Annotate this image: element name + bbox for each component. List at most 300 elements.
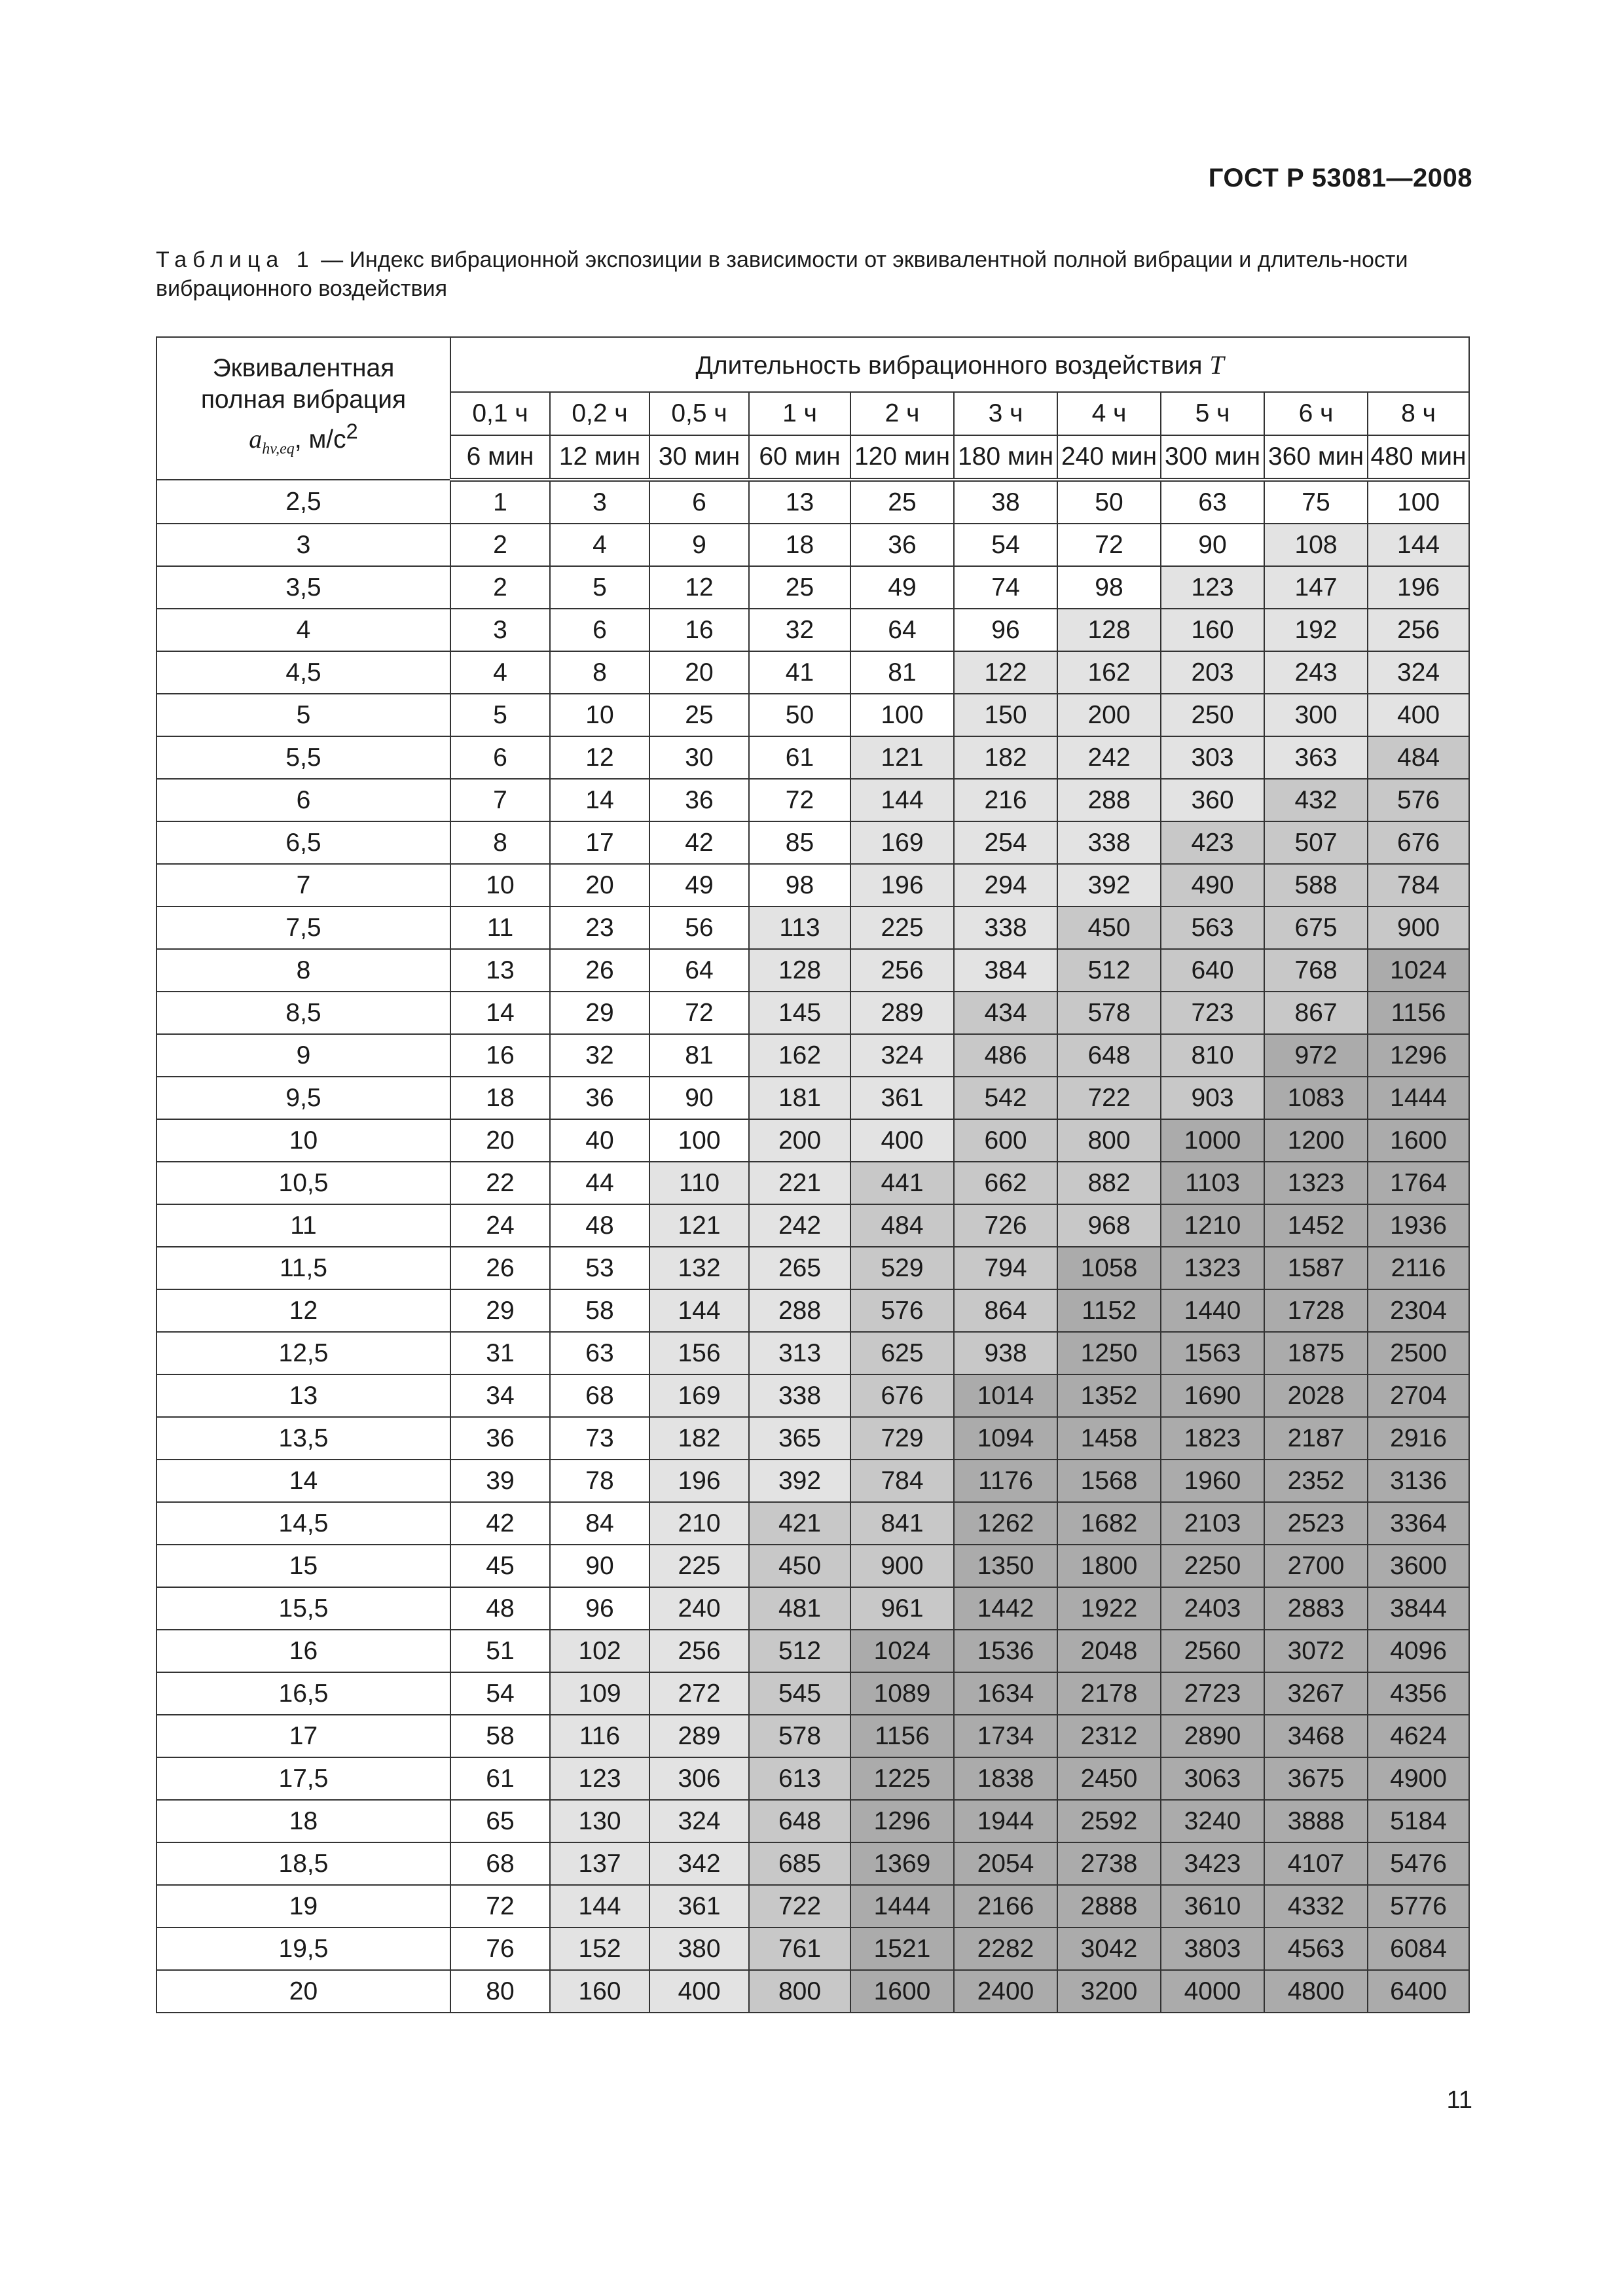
exposure-index-cell: 1262: [954, 1502, 1057, 1545]
exposure-index-cell: 16: [649, 609, 749, 651]
exposure-index-cell: 361: [850, 1077, 954, 1119]
table-row: [156, 1672, 1469, 1715]
exposure-index-cell: 12: [550, 736, 649, 779]
exposure-index-cell: 3136: [1368, 1460, 1469, 1502]
exposure-index-cell: 400: [1368, 694, 1469, 736]
exposure-index-cell: 221: [749, 1162, 850, 1204]
vibration-value-cell: 10: [156, 1119, 450, 1162]
header-minutes-cell: 300 мин: [1161, 435, 1264, 480]
corner-line3: [157, 416, 450, 465]
exposure-index-cell: 98: [1057, 566, 1161, 609]
table-row: [156, 609, 1469, 651]
exposure-index-cell: 3063: [1161, 1757, 1264, 1800]
exposure-index-cell: 16: [450, 1034, 550, 1077]
exposure-index-cell: 5476: [1368, 1842, 1469, 1885]
exposure-index-cell: 1024: [1368, 949, 1469, 992]
exposure-index-cell: 75: [1264, 480, 1368, 524]
exposure-index-cell: 36: [550, 1077, 649, 1119]
exposure-index-cell: 4107: [1264, 1842, 1368, 1885]
exposure-index-cell: 1156: [850, 1715, 954, 1757]
exposure-index-cell: 6084: [1368, 1928, 1469, 1970]
exposure-index-cell: 1536: [954, 1630, 1057, 1672]
exposure-index-cell: 203: [1161, 651, 1264, 694]
vibration-value-cell: 18: [156, 1800, 450, 1842]
exposure-index-cell: 2883: [1264, 1587, 1368, 1630]
exposure-index-cell: 1440: [1161, 1289, 1264, 1332]
exposure-index-cell: 2723: [1161, 1672, 1264, 1715]
table-row: [156, 736, 1469, 779]
exposure-index-cell: 1352: [1057, 1374, 1161, 1417]
exposure-index-cell: 18: [450, 1077, 550, 1119]
exposure-index-cell: 2250: [1161, 1545, 1264, 1587]
header-minutes-cell: 6 мин: [450, 435, 550, 480]
exposure-index-cell: 162: [749, 1034, 850, 1077]
table-body: [156, 480, 1469, 2013]
header-minutes-cell: 60 мин: [749, 435, 850, 480]
vibration-value-cell: 5,5: [156, 736, 450, 779]
exposure-index-cell: 2560: [1161, 1630, 1264, 1672]
exposure-index-cell: 147: [1264, 566, 1368, 609]
vibration-value-cell: 15,5: [156, 1587, 450, 1630]
table-row: [156, 651, 1469, 694]
exposure-index-cell: 243: [1264, 651, 1368, 694]
exposure-index-cell: 1682: [1057, 1502, 1161, 1545]
exposure-index-cell: 1024: [850, 1630, 954, 1672]
exposure-index-cell: 144: [550, 1885, 649, 1928]
table-row: [156, 821, 1469, 864]
exposure-index-cell: 45: [450, 1545, 550, 1587]
exposure-index-cell: 240: [649, 1587, 749, 1630]
exposure-index-cell: 225: [649, 1545, 749, 1587]
exposure-index-cell: 392: [749, 1460, 850, 1502]
exposure-index-cell: 4356: [1368, 1672, 1469, 1715]
table-row: [156, 1162, 1469, 1204]
vibration-value-cell: 8: [156, 949, 450, 992]
exposure-index-cell: 50: [749, 694, 850, 736]
exposure-index-cell: 729: [850, 1417, 954, 1460]
exposure-index-cell: 1152: [1057, 1289, 1161, 1332]
exposure-index-cell: 48: [550, 1204, 649, 1247]
header-hours-cell: 6 ч: [1264, 392, 1368, 435]
exposure-index-cell: 242: [1057, 736, 1161, 779]
table-row: [156, 1800, 1469, 1842]
exposure-index-cell: 1296: [1368, 1034, 1469, 1077]
exposure-index-cell: 1323: [1264, 1162, 1368, 1204]
exposure-index-cell: 1823: [1161, 1417, 1264, 1460]
exposure-index-cell: 1094: [954, 1417, 1057, 1460]
exposure-index-cell: 63: [550, 1332, 649, 1374]
exposure-index-cell: 1442: [954, 1587, 1057, 1630]
exposure-index-cell: 2738: [1057, 1842, 1161, 1885]
exposure-index-cell: 109: [550, 1672, 649, 1715]
exposure-index-cell: 3: [450, 609, 550, 651]
exposure-index-cell: 288: [749, 1289, 850, 1332]
exposure-index-cell: 272: [649, 1672, 749, 1715]
exposure-index-cell: 3200: [1057, 1970, 1161, 2013]
exposure-index-cell: 303: [1161, 736, 1264, 779]
exposure-index-cell: 1634: [954, 1672, 1057, 1715]
exposure-index-cell: 90: [550, 1545, 649, 1587]
header-minutes-cell: 480 мин: [1368, 435, 1469, 480]
exposure-index-cell: 242: [749, 1204, 850, 1247]
exposure-index-cell: 254: [954, 821, 1057, 864]
exposure-index-cell: 722: [1057, 1077, 1161, 1119]
exposure-index-cell: 181: [749, 1077, 850, 1119]
exposure-index-cell: 576: [850, 1289, 954, 1332]
corner-line1: Эквивалентная: [212, 353, 395, 382]
exposure-index-cell: 450: [749, 1545, 850, 1587]
vibration-unit-sup: 2: [346, 419, 358, 443]
exposure-index-cell: 563: [1161, 906, 1264, 949]
vibration-value-cell: 6,5: [156, 821, 450, 864]
exposure-index-cell: 68: [550, 1374, 649, 1417]
exposure-index-cell: 512: [1057, 949, 1161, 992]
exposure-index-cell: 26: [550, 949, 649, 992]
table-row: [156, 992, 1469, 1034]
exposure-index-cell: 72: [1057, 524, 1161, 566]
exposure-index-cell: 300: [1264, 694, 1368, 736]
exposure-index-cell: 78: [550, 1460, 649, 1502]
header-hours-cell: 4 ч: [1057, 392, 1161, 435]
standard-number: ГОСТ Р 53081—2008: [1208, 164, 1472, 192]
exposure-index-cell: 81: [649, 1034, 749, 1077]
exposure-index-cell: 96: [954, 609, 1057, 651]
exposure-index-cell: 1800: [1057, 1545, 1161, 1587]
vibration-value-cell: 7,5: [156, 906, 450, 949]
exposure-index-cell: 2028: [1264, 1374, 1368, 1417]
vibration-value-cell: 18,5: [156, 1842, 450, 1885]
exposure-index-cell: 648: [749, 1800, 850, 1842]
vibration-value-cell: 13,5: [156, 1417, 450, 1460]
exposure-index-cell: 1000: [1161, 1119, 1264, 1162]
exposure-index-cell: 121: [649, 1204, 749, 1247]
exposure-index-cell: 8: [450, 821, 550, 864]
exposure-index-cell: 200: [1057, 694, 1161, 736]
exposure-index-cell: 108: [1264, 524, 1368, 566]
exposure-index-cell: 288: [1057, 779, 1161, 821]
exposure-index-cell: 137: [550, 1842, 649, 1885]
exposure-index-cell: 152: [550, 1928, 649, 1970]
exposure-index-cell: 72: [749, 779, 850, 821]
vibration-value-cell: 16,5: [156, 1672, 450, 1715]
exposure-index-cell: 29: [550, 992, 649, 1034]
vibration-value-cell: 12: [156, 1289, 450, 1332]
exposure-index-cell: 363: [1264, 736, 1368, 779]
exposure-index-cell: 54: [450, 1672, 550, 1715]
vibration-value-cell: 17: [156, 1715, 450, 1757]
exposure-index-cell: 338: [749, 1374, 850, 1417]
vibration-exposure-table: [156, 336, 1470, 2013]
exposure-index-cell: 588: [1264, 864, 1368, 906]
exposure-index-cell: 72: [649, 992, 749, 1034]
exposure-index-cell: 2178: [1057, 1672, 1161, 1715]
exposure-index-cell: 85: [749, 821, 850, 864]
header-minutes-cell: 360 мин: [1264, 435, 1368, 480]
table-row: [156, 1119, 1469, 1162]
exposure-index-cell: 900: [850, 1545, 954, 1587]
exposure-index-cell: 3072: [1264, 1630, 1368, 1672]
vibration-value-cell: 9: [156, 1034, 450, 1077]
exposure-index-cell: 4: [450, 651, 550, 694]
exposure-index-cell: 1875: [1264, 1332, 1368, 1374]
vibration-value-cell: 19,5: [156, 1928, 450, 1970]
exposure-index-cell: 3042: [1057, 1928, 1161, 1970]
exposure-index-cell: 794: [954, 1247, 1057, 1289]
exposure-index-cell: 25: [649, 694, 749, 736]
exposure-index-cell: 6: [649, 480, 749, 524]
exposure-index-cell: 545: [749, 1672, 850, 1715]
header-hours-cell: 0,2 ч: [550, 392, 649, 435]
exposure-index-cell: 361: [649, 1885, 749, 1928]
exposure-index-cell: 39: [450, 1460, 550, 1502]
table-row: [156, 1289, 1469, 1332]
exposure-index-cell: 1103: [1161, 1162, 1264, 1204]
exposure-index-cell: 2116: [1368, 1247, 1469, 1289]
vibration-value-cell: 11: [156, 1204, 450, 1247]
exposure-index-cell: 1200: [1264, 1119, 1368, 1162]
exposure-index-cell: 2103: [1161, 1502, 1264, 1545]
exposure-index-cell: 80: [450, 1970, 550, 2013]
exposure-index-cell: 11: [450, 906, 550, 949]
vibration-value-cell: 11,5: [156, 1247, 450, 1289]
exposure-index-cell: 289: [850, 992, 954, 1034]
exposure-index-cell: 58: [450, 1715, 550, 1757]
exposure-index-cell: 49: [649, 864, 749, 906]
table-row: [156, 1204, 1469, 1247]
exposure-index-cell: 2890: [1161, 1715, 1264, 1757]
exposure-index-cell: 1089: [850, 1672, 954, 1715]
exposure-index-cell: 123: [550, 1757, 649, 1800]
exposure-index-cell: 1568: [1057, 1460, 1161, 1502]
exposure-index-cell: 2: [450, 566, 550, 609]
exposure-index-cell: 1838: [954, 1757, 1057, 1800]
exposure-index-cell: 903: [1161, 1077, 1264, 1119]
exposure-index-cell: 12: [649, 566, 749, 609]
table-row: [156, 1374, 1469, 1417]
exposure-index-cell: 2500: [1368, 1332, 1469, 1374]
vibration-value-cell: 5: [156, 694, 450, 736]
exposure-index-cell: 6: [550, 609, 649, 651]
exposure-index-cell: 1922: [1057, 1587, 1161, 1630]
exposure-index-cell: 450: [1057, 906, 1161, 949]
exposure-index-cell: 150: [954, 694, 1057, 736]
exposure-index-cell: 2304: [1368, 1289, 1469, 1332]
exposure-index-cell: 34: [450, 1374, 550, 1417]
exposure-index-cell: 13: [450, 949, 550, 992]
exposure-index-cell: 2700: [1264, 1545, 1368, 1587]
header-hours-cell: 8 ч: [1368, 392, 1469, 435]
exposure-index-cell: 44: [550, 1162, 649, 1204]
exposure-index-cell: 1587: [1264, 1247, 1368, 1289]
exposure-index-cell: 432: [1264, 779, 1368, 821]
exposure-index-cell: 512: [749, 1630, 850, 1672]
vibration-value-cell: 3: [156, 524, 450, 566]
header-minutes-cell: 240 мин: [1057, 435, 1161, 480]
header-duration: [450, 337, 1469, 392]
page-number: 11: [1446, 2087, 1472, 2114]
exposure-index-cell: 810: [1161, 1034, 1264, 1077]
exposure-index-cell: 2282: [954, 1928, 1057, 1970]
exposure-index-cell: 529: [850, 1247, 954, 1289]
table-row: [156, 779, 1469, 821]
exposure-index-cell: 64: [649, 949, 749, 992]
exposure-index-cell: 14: [450, 992, 550, 1034]
vibration-value-cell: 15: [156, 1545, 450, 1587]
exposure-index-cell: 481: [749, 1587, 850, 1630]
exposure-index-cell: 53: [550, 1247, 649, 1289]
exposure-index-cell: 14: [550, 779, 649, 821]
exposure-index-cell: 421: [749, 1502, 850, 1545]
exposure-index-cell: 484: [1368, 736, 1469, 779]
exposure-index-cell: 17: [550, 821, 649, 864]
table-row: [156, 1630, 1469, 1672]
table-row: [156, 1842, 1469, 1885]
exposure-index-cell: 338: [954, 906, 1057, 949]
exposure-index-cell: 38: [954, 480, 1057, 524]
exposure-index-cell: 72: [450, 1885, 550, 1928]
exposure-index-cell: 1444: [850, 1885, 954, 1928]
exposure-index-cell: 723: [1161, 992, 1264, 1034]
exposure-index-cell: 42: [450, 1502, 550, 1545]
exposure-index-cell: 29: [450, 1289, 550, 1332]
exposure-index-cell: 864: [954, 1289, 1057, 1332]
exposure-index-cell: 1250: [1057, 1332, 1161, 1374]
exposure-index-cell: 3610: [1161, 1885, 1264, 1928]
exposure-index-cell: 73: [550, 1417, 649, 1460]
exposure-index-cell: 761: [749, 1928, 850, 1970]
exposure-index-cell: 4000: [1161, 1970, 1264, 2013]
exposure-index-cell: 6400: [1368, 1970, 1469, 2013]
exposure-index-cell: 25: [749, 566, 850, 609]
exposure-index-cell: 676: [850, 1374, 954, 1417]
exposure-index-cell: 32: [550, 1034, 649, 1077]
exposure-index-cell: 841: [850, 1502, 954, 1545]
exposure-index-cell: 100: [649, 1119, 749, 1162]
exposure-index-cell: 2704: [1368, 1374, 1469, 1417]
exposure-index-cell: 144: [850, 779, 954, 821]
exposure-index-cell: 1936: [1368, 1204, 1469, 1247]
exposure-index-cell: 490: [1161, 864, 1264, 906]
exposure-index-cell: 2888: [1057, 1885, 1161, 1928]
exposure-index-cell: 36: [850, 524, 954, 566]
exposure-index-cell: 40: [550, 1119, 649, 1162]
exposure-index-cell: 1734: [954, 1715, 1057, 1757]
vibration-value-cell: 4: [156, 609, 450, 651]
exposure-index-cell: 31: [450, 1332, 550, 1374]
exposure-index-cell: 625: [850, 1332, 954, 1374]
exposure-index-cell: 2312: [1057, 1715, 1161, 1757]
exposure-index-cell: 196: [649, 1460, 749, 1502]
exposure-index-cell: 3240: [1161, 1800, 1264, 1842]
exposure-index-cell: 84: [550, 1502, 649, 1545]
exposure-index-cell: 324: [649, 1800, 749, 1842]
exposure-index-cell: 20: [550, 864, 649, 906]
exposure-index-cell: 216: [954, 779, 1057, 821]
exposure-index-cell: 2403: [1161, 1587, 1264, 1630]
exposure-index-cell: 578: [749, 1715, 850, 1757]
table-caption-text: — Индекс вибрационной экспозиции в зависимости от эквивалентной полной вибрации и длитель-ности вибрационного воздействия: [156, 247, 1408, 301]
exposure-index-cell: 76: [450, 1928, 550, 1970]
exposure-index-cell: 144: [649, 1289, 749, 1332]
exposure-index-cell: 313: [749, 1332, 850, 1374]
duration-symbol: T: [1209, 350, 1224, 380]
table-row: [156, 1077, 1469, 1119]
exposure-index-cell: 25: [850, 480, 954, 524]
exposure-index-cell: 961: [850, 1587, 954, 1630]
exposure-index-cell: 380: [649, 1928, 749, 1970]
exposure-index-cell: 200: [749, 1119, 850, 1162]
exposure-index-cell: 196: [1368, 566, 1469, 609]
exposure-index-cell: 4624: [1368, 1715, 1469, 1757]
exposure-index-cell: 10: [550, 694, 649, 736]
exposure-index-cell: 1210: [1161, 1204, 1264, 1247]
exposure-index-cell: 4: [550, 524, 649, 566]
exposure-index-cell: 56: [649, 906, 749, 949]
exposure-index-cell: 800: [1057, 1119, 1161, 1162]
exposure-index-cell: 26: [450, 1247, 550, 1289]
exposure-index-cell: 968: [1057, 1204, 1161, 1247]
exposure-index-cell: 63: [1161, 480, 1264, 524]
table-row: [156, 1545, 1469, 1587]
exposure-index-cell: 400: [850, 1119, 954, 1162]
exposure-index-cell: 1600: [850, 1970, 954, 2013]
exposure-index-cell: 41: [749, 651, 850, 694]
exposure-index-cell: 5: [550, 566, 649, 609]
exposure-index-cell: 3803: [1161, 1928, 1264, 1970]
exposure-index-cell: 1521: [850, 1928, 954, 1970]
table-row: [156, 524, 1469, 566]
exposure-index-cell: 160: [1161, 609, 1264, 651]
exposure-index-cell: 61: [450, 1757, 550, 1800]
exposure-index-cell: 722: [749, 1885, 850, 1928]
table-row: [156, 1928, 1469, 1970]
exposure-index-cell: 768: [1264, 949, 1368, 992]
exposure-index-cell: 640: [1161, 949, 1264, 992]
exposure-index-cell: 65: [450, 1800, 550, 1842]
exposure-index-cell: 3423: [1161, 1842, 1264, 1885]
exposure-index-cell: 4800: [1264, 1970, 1368, 2013]
exposure-index-cell: 225: [850, 906, 954, 949]
header-hours-cell: 3 ч: [954, 392, 1057, 435]
exposure-index-cell: 50: [1057, 480, 1161, 524]
exposure-index-cell: 8: [550, 651, 649, 694]
exposure-index-cell: 123: [1161, 566, 1264, 609]
exposure-index-cell: 3675: [1264, 1757, 1368, 1800]
vibration-unit: , м/с: [294, 425, 346, 454]
exposure-index-cell: 685: [749, 1842, 850, 1885]
exposure-index-cell: 2450: [1057, 1757, 1161, 1800]
exposure-index-cell: 5184: [1368, 1800, 1469, 1842]
exposure-index-cell: 360: [1161, 779, 1264, 821]
vibration-value-cell: 14: [156, 1460, 450, 1502]
exposure-index-cell: 1350: [954, 1545, 1057, 1587]
exposure-index-cell: 648: [1057, 1034, 1161, 1077]
exposure-index-cell: 2352: [1264, 1460, 1368, 1502]
exposure-index-cell: 5776: [1368, 1885, 1469, 1928]
table-row: [156, 1970, 1469, 2013]
exposure-index-cell: 324: [1368, 651, 1469, 694]
exposure-index-cell: 1690: [1161, 1374, 1264, 1417]
exposure-index-cell: 1: [450, 480, 550, 524]
vibration-value-cell: 6: [156, 779, 450, 821]
table-row: [156, 1332, 1469, 1374]
exposure-index-cell: 294: [954, 864, 1057, 906]
exposure-index-cell: 365: [749, 1417, 850, 1460]
exposure-index-cell: 1296: [850, 1800, 954, 1842]
exposure-index-cell: 2054: [954, 1842, 1057, 1885]
exposure-index-cell: 1728: [1264, 1289, 1368, 1332]
table-row: [156, 1587, 1469, 1630]
